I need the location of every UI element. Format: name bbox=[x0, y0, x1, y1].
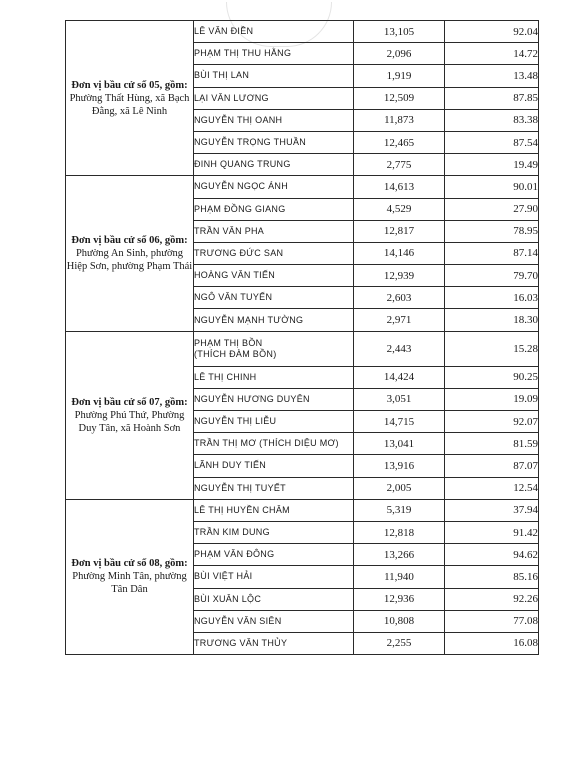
vote-count: 2,443 bbox=[354, 331, 445, 366]
candidate-row bbox=[66, 21, 539, 43]
vote-count: 2,971 bbox=[354, 309, 445, 331]
vote-count: 4,529 bbox=[354, 198, 445, 220]
candidate-name: BÙI VIỆT HẢI bbox=[194, 566, 354, 588]
candidate-name: PHẠM ĐỒNG GIANG bbox=[194, 198, 354, 220]
vote-count: 12,939 bbox=[354, 265, 445, 287]
vote-count: 13,105 bbox=[354, 21, 445, 43]
vote-count: 14,424 bbox=[354, 366, 445, 388]
candidate-name: NGUYỄN TRỌNG THUẦN bbox=[194, 131, 354, 153]
vote-percentage: 92.07 bbox=[445, 411, 539, 433]
election-results-table bbox=[65, 20, 539, 655]
vote-percentage: 92.26 bbox=[445, 588, 539, 610]
candidate-name: NGUYỄN MẠNH TƯỜNG bbox=[194, 309, 354, 331]
vote-count: 12,465 bbox=[354, 131, 445, 153]
vote-count: 2,603 bbox=[354, 287, 445, 309]
vote-percentage: 87.85 bbox=[445, 87, 539, 109]
candidate-name: NGÔ VĂN TUYẾN bbox=[194, 287, 354, 309]
candidate-name: NGUYỄN HƯƠNG DUYÊN bbox=[194, 388, 354, 410]
candidate-name: NGUYỄN VĂN SIÊN bbox=[194, 610, 354, 632]
vote-percentage: 81.59 bbox=[445, 433, 539, 455]
vote-count: 2,255 bbox=[354, 632, 445, 654]
vote-percentage: 14.72 bbox=[445, 43, 539, 65]
candidate-name: TRƯƠNG ĐỨC SAN bbox=[194, 242, 354, 264]
candidate-row bbox=[66, 331, 539, 366]
vote-count: 12,817 bbox=[354, 220, 445, 242]
vote-count: 5,319 bbox=[354, 499, 445, 521]
vote-count: 11,873 bbox=[354, 109, 445, 131]
vote-count: 2,005 bbox=[354, 477, 445, 499]
vote-percentage: 18.30 bbox=[445, 309, 539, 331]
candidate-name: LÃNH DUY TIẾN bbox=[194, 455, 354, 477]
candidate-name: LÊ THỊ CHINH bbox=[194, 366, 354, 388]
vote-percentage: 90.25 bbox=[445, 366, 539, 388]
vote-percentage: 15.28 bbox=[445, 331, 539, 366]
vote-percentage: 87.07 bbox=[445, 455, 539, 477]
electoral-unit-title: Đơn vị bầu cử số 06, gồm: bbox=[71, 234, 188, 246]
vote-percentage: 79.70 bbox=[445, 265, 539, 287]
vote-percentage: 13.48 bbox=[445, 65, 539, 87]
vote-percentage: 16.03 bbox=[445, 287, 539, 309]
candidate-name: LẠI VĂN LƯƠNG bbox=[194, 87, 354, 109]
candidate-name: LÊ VĂN ĐIỀN bbox=[194, 21, 354, 43]
electoral-unit-title: Đơn vị bầu cử số 07, gồm: bbox=[71, 396, 188, 408]
electoral-unit-areas: Phường Phú Thứ, Phường Duy Tân, xã Hoành Sơn bbox=[74, 409, 185, 434]
candidate-name: TRƯƠNG VĂN THỦY bbox=[194, 632, 354, 654]
candidate-name: BÙI THỊ LAN bbox=[194, 65, 354, 87]
vote-percentage: 16.08 bbox=[445, 632, 539, 654]
candidate-name: LÊ THỊ HUYỀN CHÂM bbox=[194, 499, 354, 521]
electoral-unit-title: Đơn vị bầu cử số 08, gồm: bbox=[71, 558, 188, 570]
candidate-name: NGUYỄN THỊ LIỄU bbox=[194, 411, 354, 433]
electoral-unit-areas: Phường Thất Hùng, xã Bạch Đằng, xã Lê Ninh bbox=[69, 92, 190, 117]
electoral-unit-areas: Phường An Sinh, phường Hiệp Sơn, phường Phạm Thái bbox=[66, 247, 193, 272]
electoral-unit-cell bbox=[66, 21, 194, 176]
candidate-name: NGUYỄN NGỌC ÁNH bbox=[194, 176, 354, 198]
vote-percentage: 94.62 bbox=[445, 544, 539, 566]
vote-count: 14,146 bbox=[354, 242, 445, 264]
candidate-name: PHẠM THỊ THU HẰNG bbox=[194, 43, 354, 65]
vote-percentage: 87.14 bbox=[445, 242, 539, 264]
candidate-row bbox=[66, 176, 539, 198]
candidate-name: NGUYỄN THỊ OANH bbox=[194, 109, 354, 131]
candidate-name: TRẦN VĂN PHA bbox=[194, 220, 354, 242]
electoral-unit-areas: Phường Minh Tân, phường Tân Dân bbox=[72, 571, 187, 596]
electoral-unit-cell bbox=[66, 331, 194, 499]
candidate-name: TRẦN THỊ MƠ (THÍCH DIỆU MƠ) bbox=[194, 433, 354, 455]
vote-percentage: 37.94 bbox=[445, 499, 539, 521]
vote-count: 14,715 bbox=[354, 411, 445, 433]
vote-count: 3,051 bbox=[354, 388, 445, 410]
vote-percentage: 90.01 bbox=[445, 176, 539, 198]
electoral-unit-cell bbox=[66, 176, 194, 331]
candidate-name: ĐINH QUANG TRUNG bbox=[194, 154, 354, 176]
vote-count: 13,916 bbox=[354, 455, 445, 477]
vote-count: 1,919 bbox=[354, 65, 445, 87]
vote-count: 12,936 bbox=[354, 588, 445, 610]
vote-percentage: 91.42 bbox=[445, 521, 539, 543]
vote-count: 11,940 bbox=[354, 566, 445, 588]
vote-percentage: 78.95 bbox=[445, 220, 539, 242]
vote-count: 10,808 bbox=[354, 610, 445, 632]
vote-count: 12,818 bbox=[354, 521, 445, 543]
candidate-name: PHẠM THỊ BỒN (THÍCH ĐÀM BỒN) bbox=[194, 331, 354, 366]
vote-percentage: 85.16 bbox=[445, 566, 539, 588]
vote-percentage: 77.08 bbox=[445, 610, 539, 632]
vote-percentage: 19.09 bbox=[445, 388, 539, 410]
candidate-name: NGUYỄN THỊ TUYẾT bbox=[194, 477, 354, 499]
vote-count: 13,266 bbox=[354, 544, 445, 566]
electoral-unit-cell bbox=[66, 499, 194, 654]
vote-percentage: 83.38 bbox=[445, 109, 539, 131]
candidate-name: BÙI XUÂN LỘC bbox=[194, 588, 354, 610]
candidate-name: TRẦN KIM DUNG bbox=[194, 521, 354, 543]
results-body bbox=[66, 21, 539, 655]
vote-count: 13,041 bbox=[354, 433, 445, 455]
vote-count: 14,613 bbox=[354, 176, 445, 198]
vote-count: 2,775 bbox=[354, 154, 445, 176]
candidate-row bbox=[66, 499, 539, 521]
vote-percentage: 87.54 bbox=[445, 131, 539, 153]
vote-percentage: 27.90 bbox=[445, 198, 539, 220]
vote-percentage: 92.04 bbox=[445, 21, 539, 43]
candidate-name: HOÀNG VĂN TIẾN bbox=[194, 265, 354, 287]
electoral-unit-title: Đơn vị bầu cử số 05, gồm: bbox=[71, 79, 188, 91]
vote-count: 2,096 bbox=[354, 43, 445, 65]
candidate-name: PHẠM VĂN ĐÔNG bbox=[194, 544, 354, 566]
vote-count: 12,509 bbox=[354, 87, 445, 109]
vote-percentage: 19.49 bbox=[445, 154, 539, 176]
vote-percentage: 12.54 bbox=[445, 477, 539, 499]
